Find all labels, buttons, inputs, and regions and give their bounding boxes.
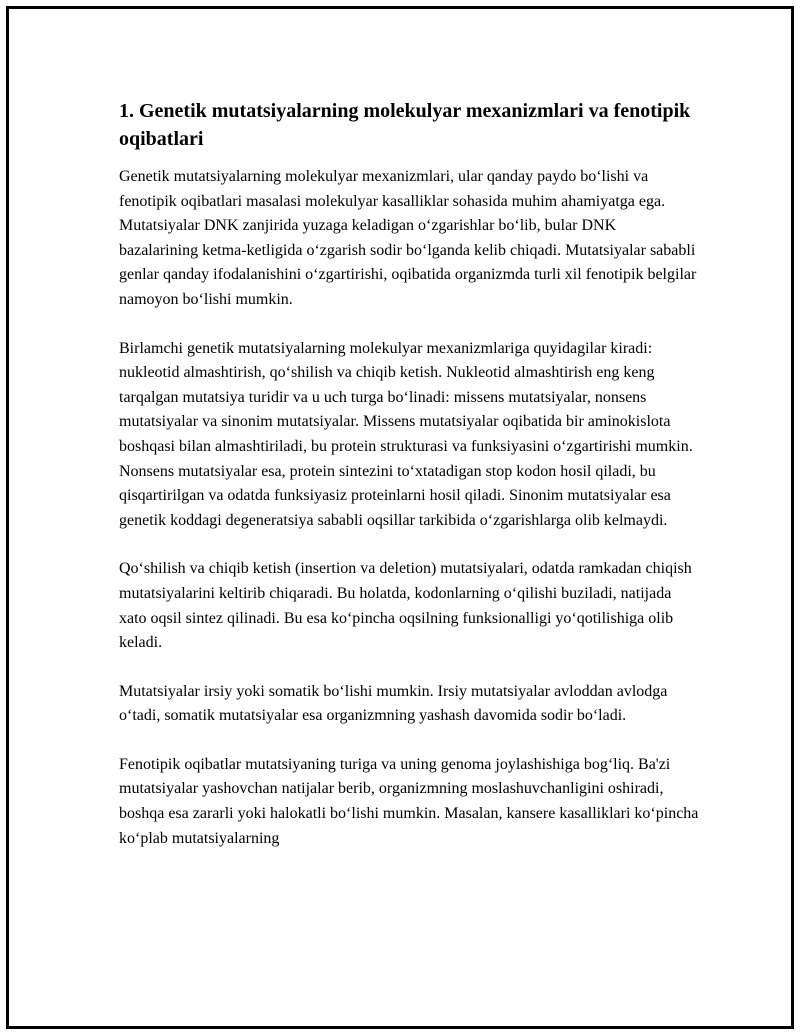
paragraph-insertion-deletion: Qo‘shilish va chiqib ketish (insertion va deletion) mutatsiyalari, odatda ramkadan chiqish mutatsiyalarini keltirib chiqaradi. Bu holatda, kodonlarning o‘qilishi buziladi, natijada xato oqsil sintez qilinadi. Bu esa ko‘pincha oqsilning funksionalligi yo‘qotilishiga olib keladi. (119, 560, 692, 652)
section-heading: 1. Genetik mutatsiyalarning molekulyar mexanizmlari va fenotipik oqibatlari (119, 100, 691, 150)
paragraph-phenotypic-consequences: Fenotipik oqibatlar mutatsiyaning turiga va uning genoma joylashishiga bog‘liq. Ba'zi mutatsiyalar yashovchan natijalar berib, organizmning moslashuvchanligini oshiradi, boshqa esa zararli yoki halokatli bo‘lishi mumkin. Masalan, kansere kasalliklari ko‘pincha ko‘plab mutatsiyalarning (119, 755, 699, 847)
document-page (6, 6, 794, 1029)
paragraph-mechanisms-intro: Genetik mutatsiyalarning molekulyar mexanizmlari, ular qanday paydo bo‘lishi va fenotipik oqibatlari masalasi molekulyar kasalliklar sohasida muhim ahamiyatga ega. Mutatsiyalar DNK zanjirida yuzaga keladigan o‘zgarishlar bo‘lib, bular DNK bazalarining ketma-ketligida o‘zgarish sodir bo‘lganda kelib chiqadi. Mutatsiyalar sababli genlar qanday ifodalanishini o‘zgartirishi, oqibatida organizmda turli xil fenotipik belgilar namoyon bo‘lishi mumkin. (119, 168, 697, 308)
document-body (119, 97, 699, 875)
paragraph-primary-mutations: Birlamchi genetik mutatsiyalarning molekulyar mexanizmlariga quyidagilar kiradi: nukleotid almashtirish, qo‘shilish va chiqib ketish. Nukleotid almashtirish eng keng tarqalgan mutatsiya turidir va u uch turga bo‘linadi: missens mutatsiyalar, nonsens mutatsiyalar va sinonim mutatsiyalar. Missens mutatsiyalar oqibatida bir aminokislota boshqasi bilan almashtiriladi, bu protein strukturasi va funksiyasini o‘zgartirishi mumkin. Nonsens mutatsiyalar esa, protein sintezini to‘xtatadigan stop kodon hosil qiladi, bu qisqartirilgan va odatda funksiyasiz proteinlarni hosil qiladi. Sinonim mutatsiyalar esa genetik koddagi degeneratsiya sababli oqsillar tarkibida o‘zgarishlarga olib kelmaydi. (119, 339, 693, 529)
paragraph-hereditary-somatic: Mutatsiyalar irsiy yoki somatik bo‘lishi mumkin. Irsiy mutatsiyalar avloddan avlodga o‘tadi, somatik mutatsiyalar esa organizmning yashash davomida sodir bo‘ladi. (119, 682, 668, 725)
